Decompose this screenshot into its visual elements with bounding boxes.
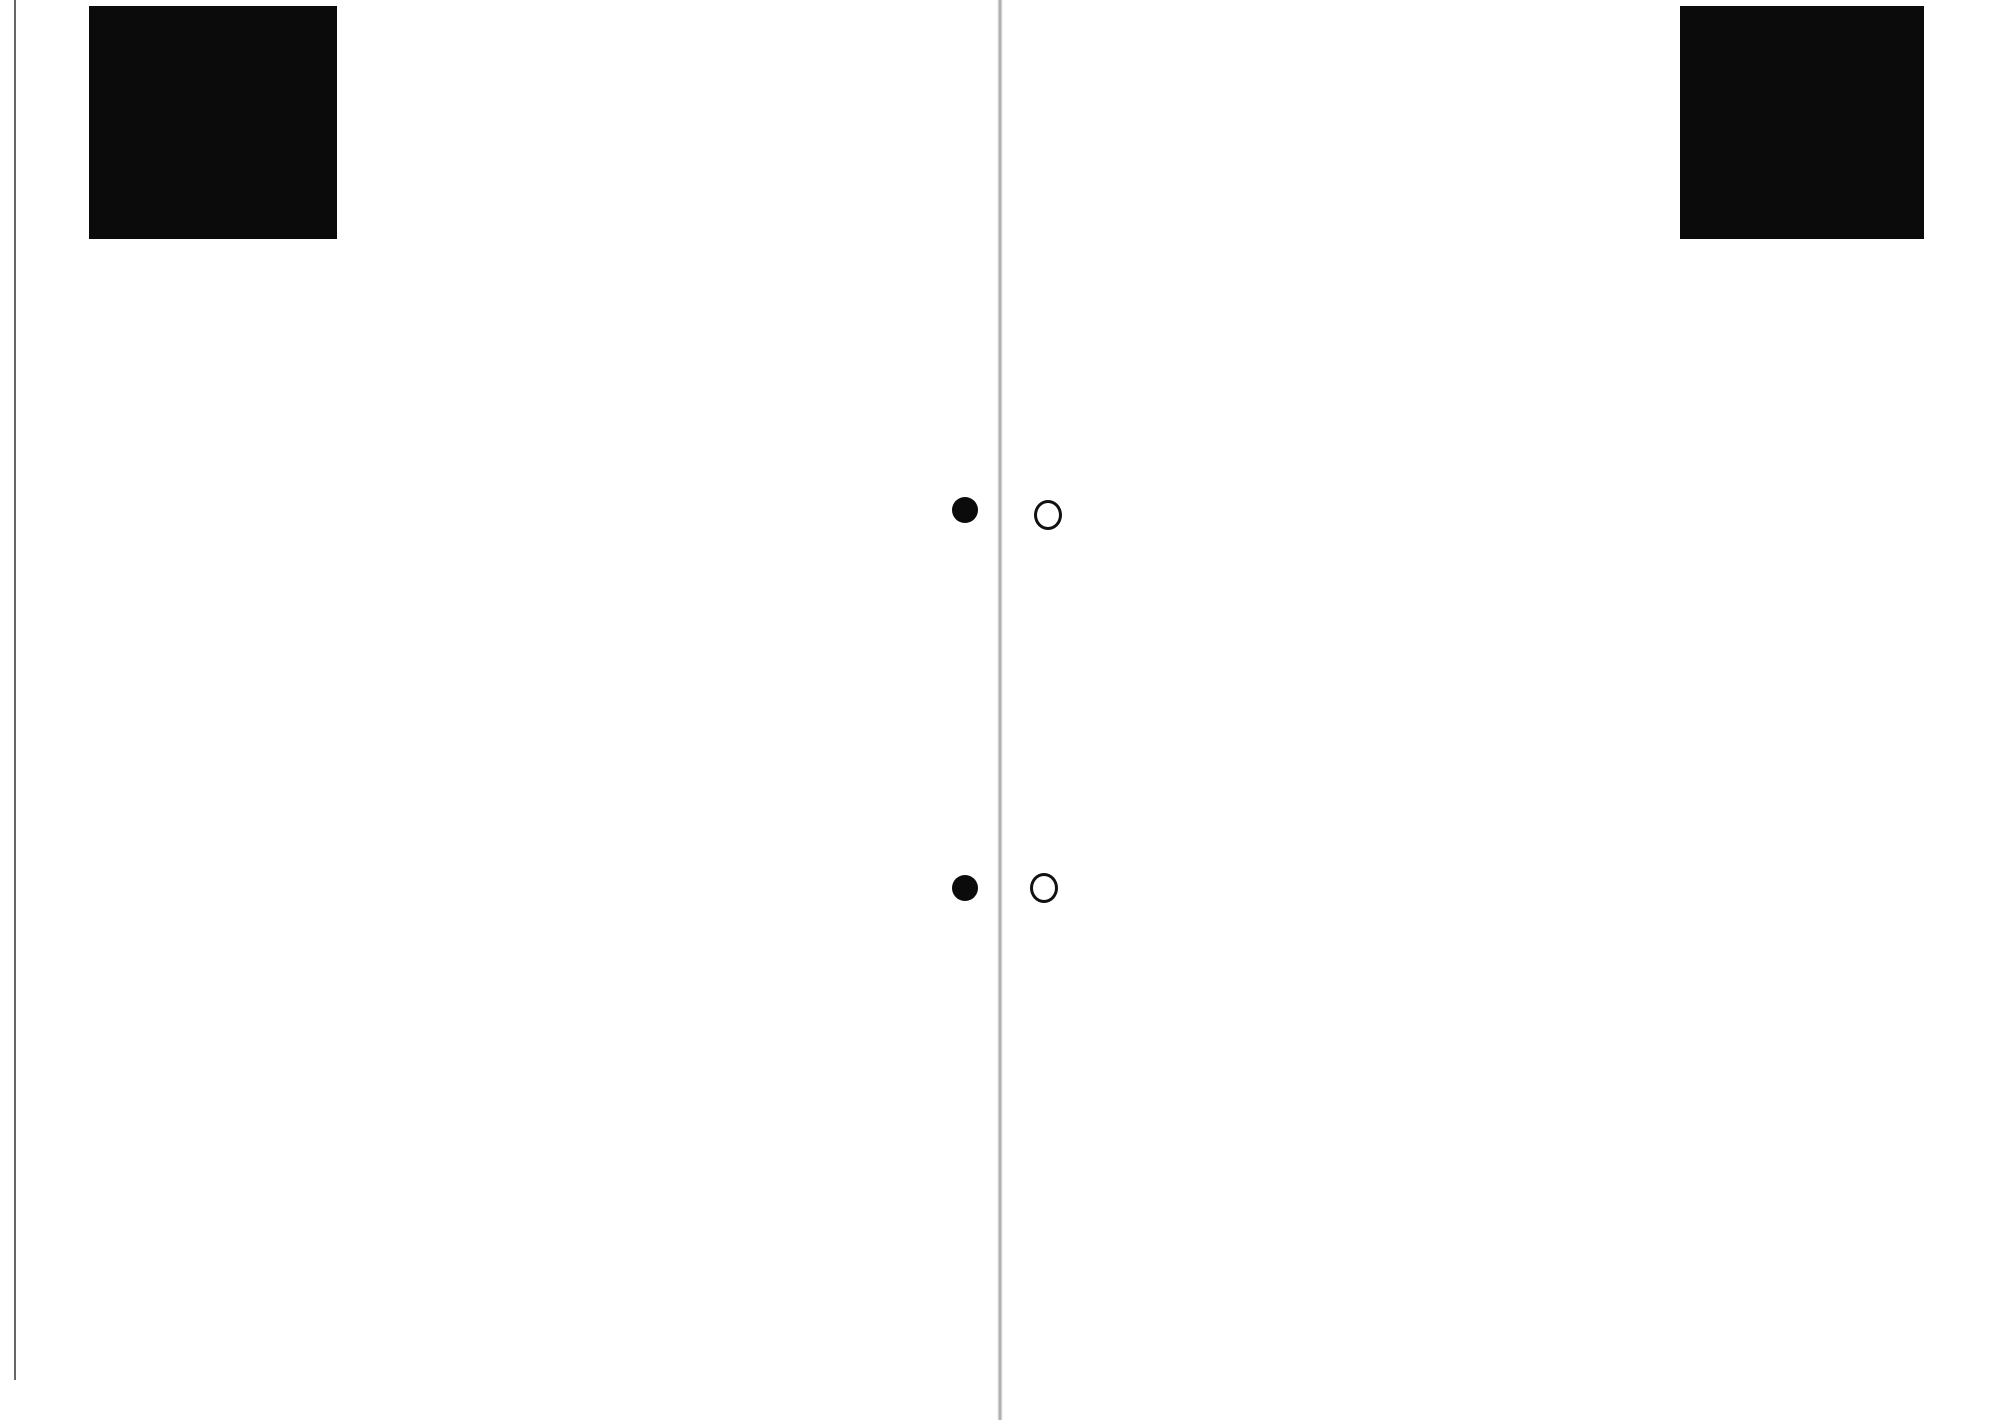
spec-title-block bbox=[1680, 6, 1924, 239]
binder-ring bbox=[1030, 873, 1058, 903]
spec-page bbox=[1000, 0, 2000, 1420]
punch-hole bbox=[952, 497, 978, 523]
index-title-block bbox=[89, 6, 337, 239]
binder-ring bbox=[1034, 500, 1062, 530]
punch-hole bbox=[952, 875, 978, 901]
